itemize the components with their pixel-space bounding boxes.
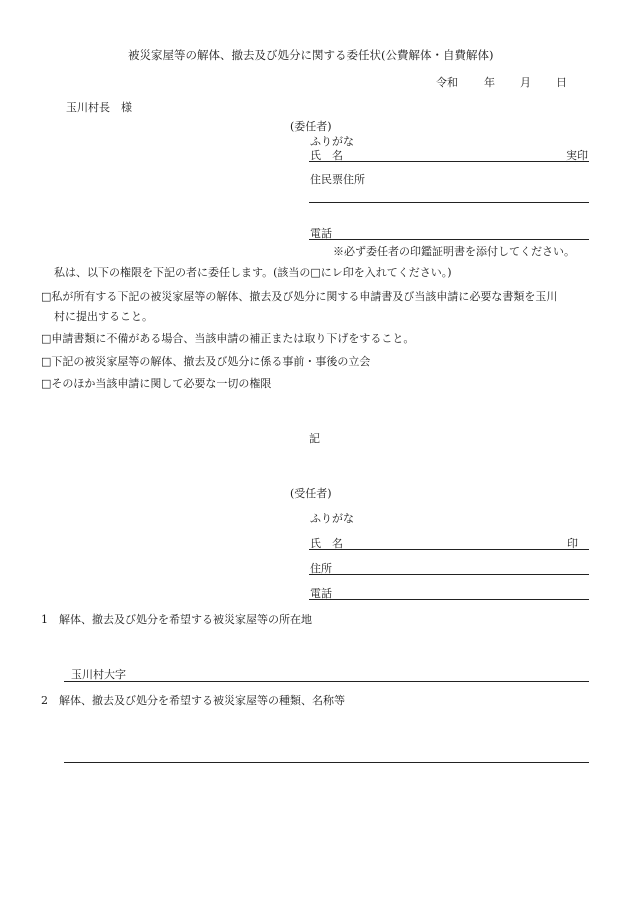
delegate-phone-label: 電話 bbox=[310, 587, 332, 600]
checkbox-item-submit-line2: 村に提出すること。 bbox=[54, 310, 153, 323]
section2-type-line[interactable] bbox=[64, 762, 589, 763]
section1-location-prefix: 玉川村大字 bbox=[71, 668, 126, 681]
delegator-phone-line[interactable] bbox=[309, 239, 589, 240]
delegator-heading: (委任者) bbox=[290, 120, 332, 133]
delegate-name-line[interactable] bbox=[309, 549, 589, 550]
delegate-furigana-label: ふりがな bbox=[310, 512, 354, 525]
delegator-name-line[interactable] bbox=[309, 161, 589, 162]
delegator-name-label: 氏 名 bbox=[310, 149, 343, 162]
date-line bbox=[436, 76, 567, 90]
delegator-seal-mark: 実印 bbox=[566, 149, 588, 162]
delegation-statement: 私は、以下の権限を下記の者に委任します。(該当の□にレ印を入れてください。) bbox=[54, 266, 452, 279]
delegate-address-label: 住所 bbox=[310, 562, 332, 575]
delegate-heading: (受任者) bbox=[290, 487, 332, 500]
date-era: 令和 bbox=[436, 76, 458, 89]
checkbox-item-submit-line1[interactable]: □私が所有する下記の被災家屋等の解体、撤去及び処分に関する申請書及び当該申請に必要な書類を玉川 bbox=[41, 290, 558, 303]
delegator-address-label: 住民票住所 bbox=[310, 173, 365, 186]
checkbox-item-other-authority[interactable]: □そのほか当該申請に関して必要な一切の権限 bbox=[41, 377, 272, 390]
delegator-phone-label: 電話 bbox=[310, 227, 332, 240]
section1-title: 1 解体、撤去及び処分を希望する被災家屋等の所在地 bbox=[41, 613, 312, 626]
delegate-name-label: 氏 名 bbox=[310, 537, 343, 550]
checkbox-item-amend[interactable]: □申請書類に不備がある場合、当該申請の補正または取り下げをすること。 bbox=[41, 332, 415, 345]
ki-heading: 記 bbox=[309, 432, 320, 445]
date-year: 年 bbox=[484, 76, 495, 89]
delegate-address-line[interactable] bbox=[309, 574, 589, 575]
checkbox-item-attendance[interactable]: □下記の被災家屋等の解体、撤去及び処分に係る事前・事後の立会 bbox=[41, 355, 371, 368]
delegator-furigana-label: ふりがな bbox=[310, 135, 354, 148]
section1-location-line[interactable] bbox=[64, 681, 589, 682]
delegator-address-line[interactable] bbox=[309, 202, 589, 203]
seal-certificate-note: ※必ず委任者の印鑑証明書を添付してください。 bbox=[333, 245, 575, 258]
document-title: 被災家屋等の解体、撤去及び処分に関する委任状(公費解体・自費解体) bbox=[128, 48, 494, 62]
delegate-phone-line[interactable] bbox=[309, 599, 589, 600]
date-month: 月 bbox=[520, 76, 531, 89]
addressee: 玉川村長 様 bbox=[66, 101, 132, 114]
section2-title: 2 解体、撤去及び処分を希望する被災家屋等の種類、名称等 bbox=[41, 694, 345, 707]
date-day: 日 bbox=[556, 76, 567, 89]
delegate-seal-mark: 印 bbox=[567, 537, 578, 550]
